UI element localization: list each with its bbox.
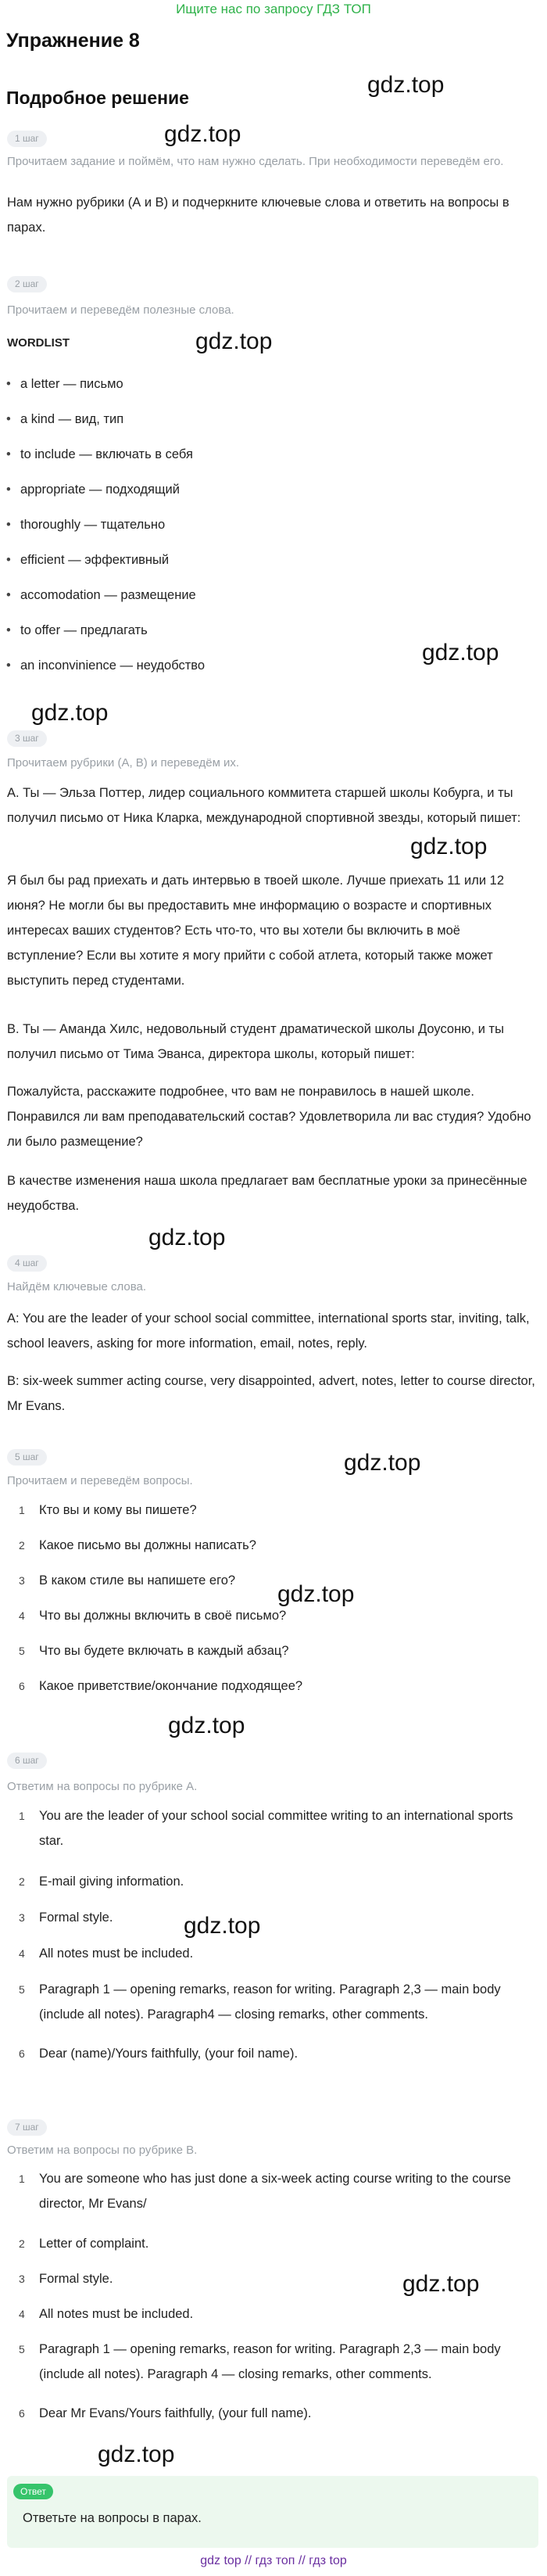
item-number: 5 [19, 1983, 25, 1996]
answer-item [19, 2302, 534, 2327]
step-label: 3 шаг [7, 730, 47, 747]
bottom-link[interactable]: гдз топ [255, 2554, 295, 2567]
step-label: 2 шаг [7, 276, 47, 292]
question-item [19, 1638, 534, 1663]
watermark: gdz.top [168, 1713, 245, 1738]
step-hint: Прочитаем рубрики (А, В) и переведём их. [7, 756, 240, 770]
item-number: 3 [19, 1911, 25, 1924]
item-number: 6 [19, 2407, 25, 2420]
wordlist-item: • a letter — письмо [20, 375, 123, 393]
wordlist-item: • thoroughly — тщательно [20, 515, 165, 534]
item-number: 3 [19, 1574, 25, 1587]
search-banner[interactable]: Ищите нас по запросу ГДЗ ТОП [176, 2, 371, 16]
question-item [19, 1498, 534, 1523]
rubric-b-text: В. Ты — Аманда Хилс, недовольный студент драматической школы Доусоню, и ты получил письмо от Тима Эванса, директора школы, который пишет: [7, 1022, 504, 1061]
question-item [19, 1568, 534, 1593]
item-number: 2 [19, 1539, 25, 1552]
item-number: 4 [19, 2308, 25, 2320]
item-text: E-mail giving information. [39, 1875, 184, 1889]
answer-item [19, 1869, 534, 1894]
item-text: Dear Mr Evans/Yours faithfully, (your full name). [39, 2406, 312, 2420]
step-hint: Найдём ключевые слова. [7, 1280, 147, 1293]
watermark: gdz.top [402, 2271, 480, 2297]
step-hint: Ответим на вопросы по рубрике А. [7, 1780, 198, 1793]
item-text: Formal style. [39, 1910, 113, 1925]
wordlist-item: • to offer — предлагать [20, 621, 148, 640]
question-item [19, 1674, 534, 1699]
watermark: gdz.top [344, 1450, 421, 1476]
item-text: All notes must be included. [39, 1946, 194, 1961]
answer-text: Ответьте на вопросы в парах. [23, 2511, 202, 2525]
watermark: gdz.top [164, 121, 241, 147]
item-text: You are someone who has just done a six-week acting course writing to the course director, Mr Evans/ [39, 2172, 511, 2211]
item-text: Какое приветствие/окончание подходящее? [39, 1679, 303, 1693]
wordlist-item: • to include — включать в себя [20, 445, 193, 464]
answer-item [19, 1977, 534, 2027]
item-number: 4 [19, 1609, 25, 1622]
step-label: 5 шаг [7, 1449, 47, 1466]
step-hint: Прочитаем и переведём вопросы. [7, 1474, 193, 1487]
item-number: 2 [19, 1875, 25, 1888]
watermark: gdz.top [184, 1913, 261, 1939]
answer-item [19, 2166, 534, 2216]
keywords-b: B: six-week summer acting course, very disappointed, advert, notes, letter to course director, Mr Evans. [7, 1374, 535, 1413]
wordlist-item: • efficient — эффективный [20, 551, 169, 569]
step-text: Нам нужно рубрики (А и В) и подчеркните ключевые слова и ответить на вопросы в парах. [7, 196, 509, 235]
item-number: 2 [19, 2237, 25, 2250]
item-text: Paragraph 1 — opening remarks, reason for writing. Paragraph 2,3 — main body (include all notes). Paragraph4 — closing remarks, other comments. [39, 1982, 501, 2022]
bottom-link[interactable]: гдз top [309, 2554, 347, 2567]
answer-box [7, 2476, 538, 2548]
answer-item [19, 2266, 534, 2291]
watermark: gdz.top [31, 700, 109, 726]
watermark: gdz.top [410, 834, 488, 859]
item-text: Кто вы и кому вы пишете? [39, 1503, 197, 1517]
keywords-a: A: You are the leader of your school social committee, international sports star, inviting, talk, school leavers, asking for more information, email, notes, reply. [7, 1311, 530, 1351]
answer-label: Ответ [13, 2484, 53, 2499]
offer-text: В качестве изменения наша школа предлагает вам бесплатные уроки за принесённые неудобства. [7, 1174, 527, 1213]
item-number: 6 [19, 1680, 25, 1692]
item-text: Какое письмо вы должны написать? [39, 1538, 256, 1552]
item-number: 1 [19, 1810, 25, 1822]
watermark: gdz.top [422, 640, 499, 666]
item-number: 3 [19, 2273, 25, 2285]
watermark: gdz.top [195, 328, 273, 354]
answer-item [19, 1905, 534, 1930]
watermark: gdz.top [277, 1581, 355, 1607]
item-number: 5 [19, 2343, 25, 2355]
question-item [19, 1533, 534, 1558]
separator: // [245, 2554, 252, 2567]
answer-item [19, 2041, 534, 2066]
step-label: 4 шаг [7, 1255, 47, 1272]
wordlist-title: WORDLIST [7, 336, 70, 350]
answer-item [19, 2401, 534, 2426]
rubric-a-text: А. Ты — Эльза Поттер, лидер социального коммитета старшей школы Кобурга, и ты получил письмо от Ника Кларка, международной спортивной звезды, который пишет: [7, 786, 521, 825]
item-number: 5 [19, 1645, 25, 1657]
step-hint: Прочитаем и переведём полезные слова. [7, 303, 234, 317]
exercise-title: Упражнение 8 [6, 30, 140, 52]
wordlist-item: • a kind — вид, тип [20, 410, 123, 429]
wordlist-item: • appropriate — подходящий [20, 480, 180, 499]
item-text: Что вы будете включать в каждый абзац? [39, 1644, 289, 1658]
item-number: 1 [19, 2172, 25, 2185]
question-item [19, 1603, 534, 1628]
item-number: 4 [19, 1947, 25, 1960]
item-text: All notes must be included. [39, 2307, 194, 2321]
letter-b-quote: Пожалуйста, расскажите подробнее, что вам не понравилось в нашей школе. Понравился ли вам преподавательский состав? Удовлетворила ли вас студия? Удобно ли было размещение? [7, 1085, 531, 1149]
step-hint: Ответим на вопросы по рубрике В. [7, 2144, 198, 2157]
separator: // [298, 2554, 306, 2567]
bottom-links [0, 2554, 547, 2568]
answer-item [19, 1941, 534, 1966]
answer-item [19, 2231, 534, 2256]
item-text: Dear (name)/Yours faithfully, (your foil name). [39, 2047, 299, 2061]
item-text: You are the leader of your school social committee writing to an international sports star. [39, 1809, 513, 1848]
step-label: 7 шаг [7, 2119, 47, 2136]
item-text: Formal style. [39, 2272, 113, 2286]
watermark: gdz.top [148, 1225, 226, 1250]
solution-title: Подробное решение [6, 88, 189, 108]
wordlist-item: • accomodation — размещение [20, 586, 196, 605]
item-text: Что вы должны включить в своё письмо? [39, 1609, 287, 1623]
letter-a-quote: Я был бы рад приехать и дать интервью в твоей школе. Лучше приехать 11 или 12 июня? Не могли бы вы предоставить мне информацию о возрасте и спортивных интересах ваших студентов? Есть что-то, что вы хотели бы включить в моё вступление? Если вы хотите я могу прийти с собой атлета, который также может выступить перед студентами. [7, 874, 504, 988]
answer-item [19, 1803, 534, 1853]
step-label: 1 шаг [7, 131, 47, 147]
item-number: 6 [19, 2047, 25, 2060]
watermark: gdz.top [367, 72, 445, 98]
item-text: Paragraph 1 — opening remarks, reason for writing. Paragraph 2,3 — main body (include all notes). Paragraph 4 — closing remarks, other comments. [39, 2342, 501, 2381]
item-number: 1 [19, 1504, 25, 1516]
step-hint: Прочитаем задание и поймём, что нам нужно сделать. При необходимости переведём его. [7, 155, 504, 168]
step-label: 6 шаг [7, 1753, 47, 1769]
item-text: В каком стиле вы напишете его? [39, 1573, 236, 1588]
item-text: Letter of complaint. [39, 2237, 149, 2251]
bottom-link[interactable]: gdz top [200, 2554, 241, 2567]
watermark: gdz.top [98, 2441, 175, 2467]
wordlist-item: • an inconvinience — неудобство [20, 656, 205, 675]
answer-item [19, 2337, 534, 2387]
